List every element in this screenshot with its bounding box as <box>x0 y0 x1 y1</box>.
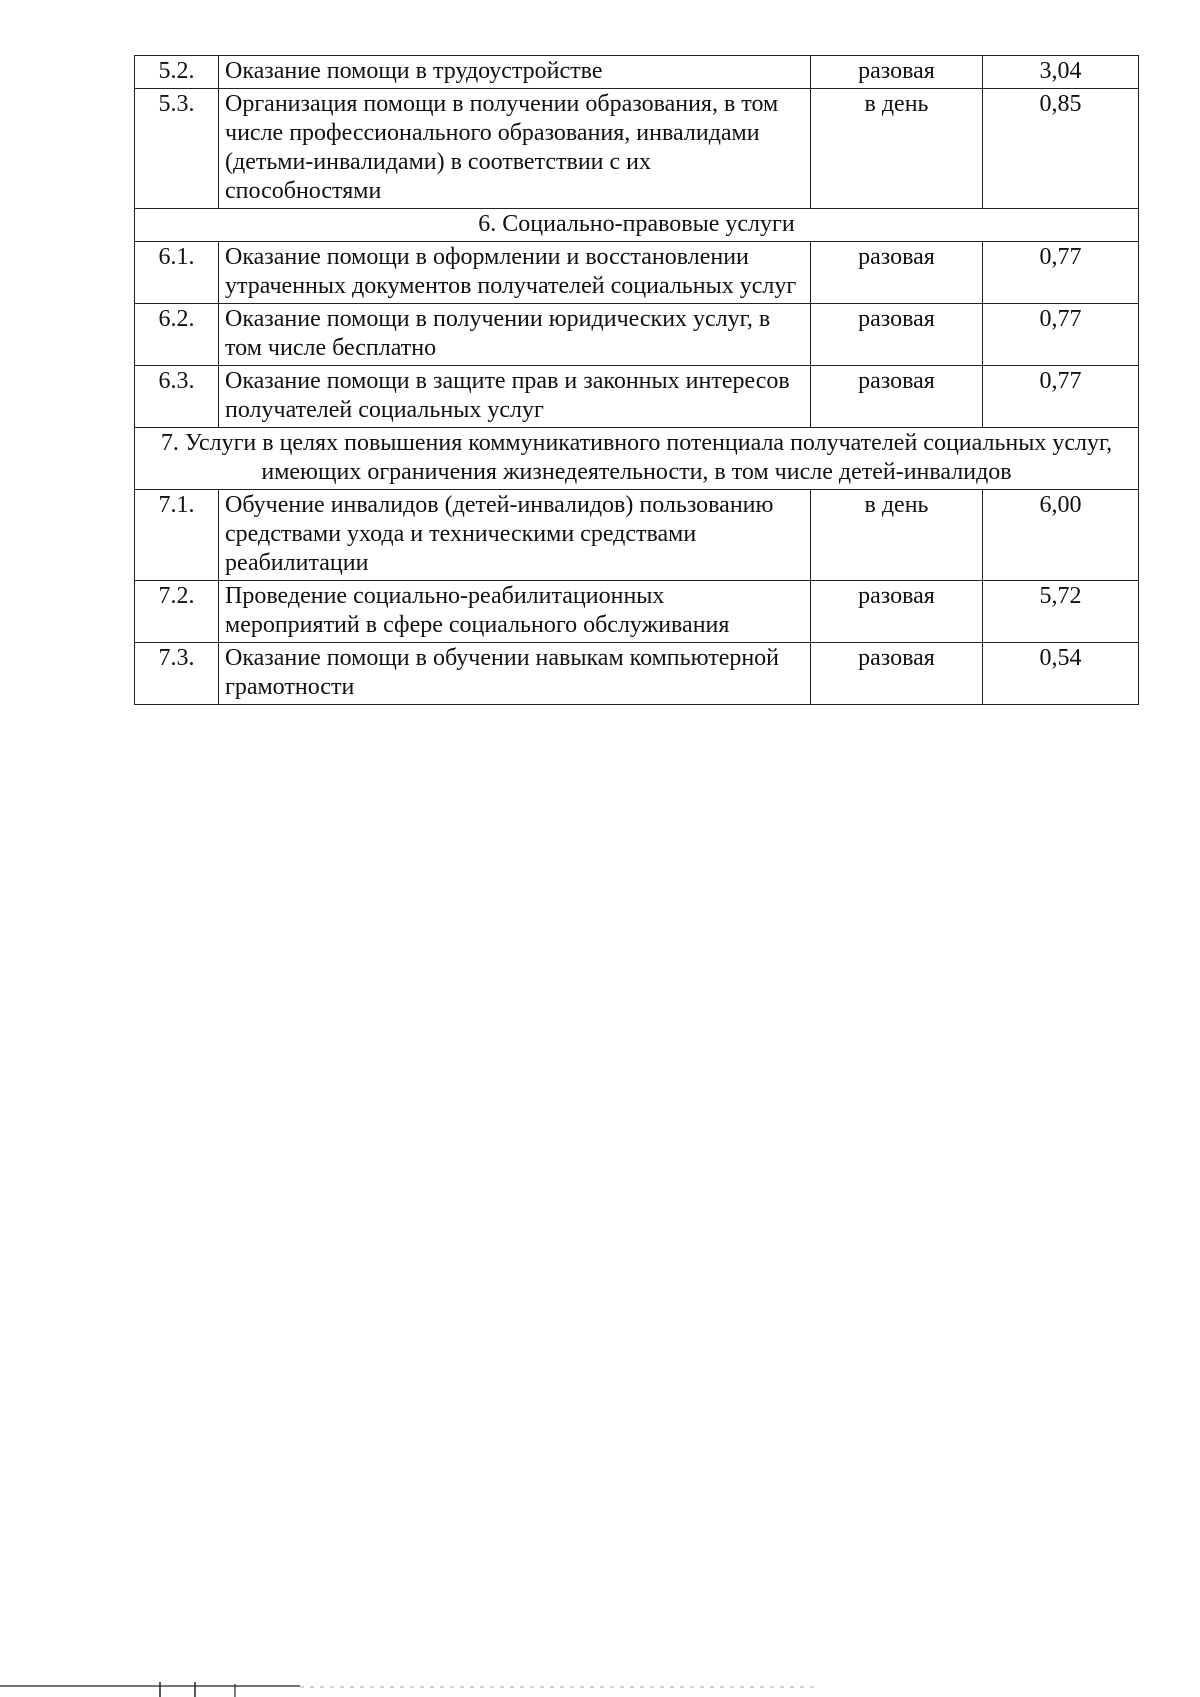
service-price: 0,77 <box>983 366 1139 428</box>
service-price: 0,54 <box>983 643 1139 705</box>
service-unit: разовая <box>811 304 983 366</box>
service-name: Проведение социально-реабилитационных мероприятий в сфере социального обслуживания <box>219 581 811 643</box>
section-row <box>135 209 1139 242</box>
service-name: Организация помощи в получении образования, в том числе профессионального образования, инвалидами (детьми-инвалидами) в соответствии с их способностями <box>219 89 811 209</box>
service-name: Оказание помощи в защите прав и законных интересов получателей социальных услуг <box>219 366 811 428</box>
row-number: 6.2. <box>135 304 219 366</box>
service-unit: разовая <box>811 56 983 89</box>
service-price: 0,77 <box>983 242 1139 304</box>
service-unit: в день <box>811 89 983 209</box>
table-row <box>135 366 1139 428</box>
table-row <box>135 304 1139 366</box>
section-row <box>135 428 1139 490</box>
row-number: 5.2. <box>135 56 219 89</box>
service-name: Обучение инвалидов (детей-инвалидов) пользованию средствами ухода и техническими средствами реабилитации <box>219 490 811 581</box>
table-row <box>135 56 1139 89</box>
service-price: 3,04 <box>983 56 1139 89</box>
table-row <box>135 643 1139 705</box>
row-number: 5.3. <box>135 89 219 209</box>
service-price: 0,77 <box>983 304 1139 366</box>
row-number: 7.3. <box>135 643 219 705</box>
row-number: 6.3. <box>135 366 219 428</box>
section-title: 7. Услуги в целях повышения коммуникативного потенциала получателей социальных услуг, имеющих ограничения жизнедеятельности, в том числе детей-инвалидов <box>135 428 1139 490</box>
scan-edge-marks <box>0 1682 1200 1697</box>
table-row <box>135 89 1139 209</box>
service-unit: разовая <box>811 366 983 428</box>
service-unit: разовая <box>811 643 983 705</box>
service-unit: разовая <box>811 581 983 643</box>
service-name: Оказание помощи в обучении навыкам компьютерной грамотности <box>219 643 811 705</box>
service-name: Оказание помощи в трудоустройстве <box>219 56 811 89</box>
row-number: 7.2. <box>135 581 219 643</box>
section-title: 6. Социально-правовые услуги <box>135 209 1139 242</box>
services-table <box>134 55 1139 705</box>
service-price: 6,00 <box>983 490 1139 581</box>
service-unit: разовая <box>811 242 983 304</box>
service-name: Оказание помощи в получении юридических услуг, в том числе бесплатно <box>219 304 811 366</box>
service-unit: в день <box>811 490 983 581</box>
row-number: 7.1. <box>135 490 219 581</box>
service-price: 5,72 <box>983 581 1139 643</box>
row-number: 6.1. <box>135 242 219 304</box>
table-row <box>135 242 1139 304</box>
service-price: 0,85 <box>983 89 1139 209</box>
table-row <box>135 581 1139 643</box>
table-row <box>135 490 1139 581</box>
service-name: Оказание помощи в оформлении и восстановлении утраченных документов получателей социальных услуг <box>219 242 811 304</box>
